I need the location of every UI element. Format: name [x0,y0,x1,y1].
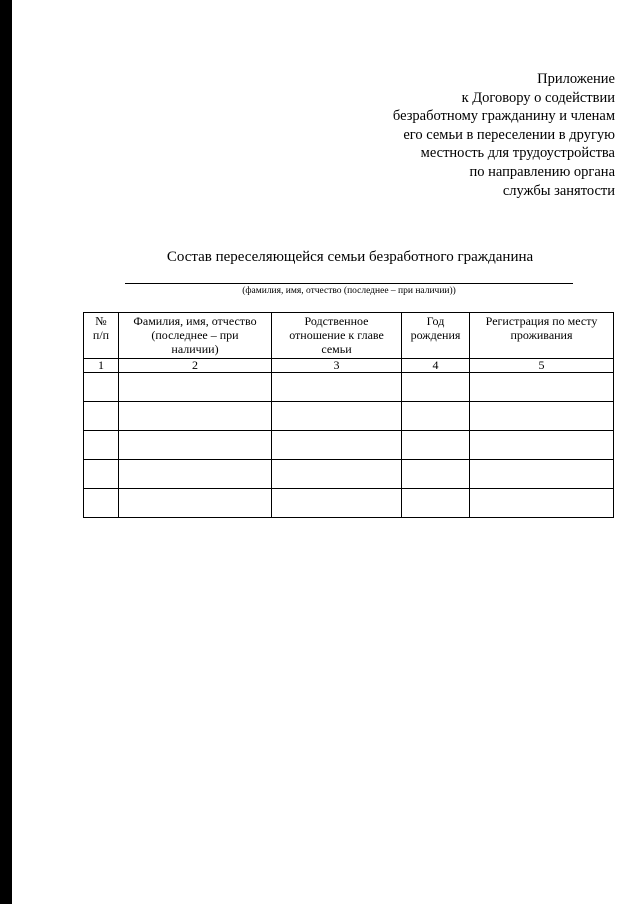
table-cell[interactable] [402,489,470,518]
table-cell[interactable] [84,373,119,402]
column-header-relationship: Родственное отношение к главе семьи [272,313,402,359]
table-cell[interactable] [272,373,402,402]
table-cell[interactable] [402,431,470,460]
table-row [84,460,614,489]
table-cell[interactable] [470,489,614,518]
table-row [84,489,614,518]
appendix-line: по направлению органа [469,163,615,180]
document-title: Состав переселяющейся семьи безработного гражданина [166,249,534,265]
table-cell[interactable] [119,402,272,431]
column-number: 3 [272,359,402,373]
table-cell[interactable] [272,460,402,489]
appendix-line: службы занятости [502,182,615,199]
column-number: 5 [470,359,614,373]
table-row [84,373,614,402]
table-cell[interactable] [119,460,272,489]
appendix-header [315,70,615,200]
family-members-table [83,312,614,518]
table-cell[interactable] [119,489,272,518]
table-cell[interactable] [272,489,402,518]
table-cell[interactable] [470,402,614,431]
column-header-full-name: Фамилия, имя, отчество (последнее – при наличии) [119,313,272,359]
column-number: 4 [402,359,470,373]
table-cell[interactable] [470,431,614,460]
table-cell[interactable] [272,431,402,460]
name-caption: (фамилия, имя, отчество (последнее – при наличии)) [242,286,456,296]
table-cell[interactable] [272,402,402,431]
table-cell[interactable] [84,431,119,460]
table-cell[interactable] [84,460,119,489]
appendix-line: местность для трудоустройства [420,145,615,162]
column-number: 1 [84,359,119,373]
table-cell[interactable] [402,460,470,489]
table-header-row [84,313,614,359]
table-cell[interactable] [402,373,470,402]
column-header-number: № п/п [84,313,119,359]
appendix-line: безработному гражданину и членам [392,108,615,125]
column-number: 2 [119,359,272,373]
scan-left-border [0,0,12,904]
column-header-registration: Регистрация по месту проживания [470,313,614,359]
column-header-birth-year: Год рождения [402,313,470,359]
table-cell[interactable] [402,402,470,431]
table-cell[interactable] [470,460,614,489]
appendix-line: к Договору о содействии [461,89,615,106]
table-row [84,431,614,460]
column-number-row [84,359,614,373]
name-fill-line [125,283,573,284]
table-cell[interactable] [84,402,119,431]
appendix-line: Приложение [537,71,615,87]
table-cell[interactable] [470,373,614,402]
table-row [84,402,614,431]
table-cell[interactable] [119,373,272,402]
table-cell[interactable] [84,489,119,518]
table-cell[interactable] [119,431,272,460]
appendix-line: его семьи в переселении в другую [403,126,615,143]
